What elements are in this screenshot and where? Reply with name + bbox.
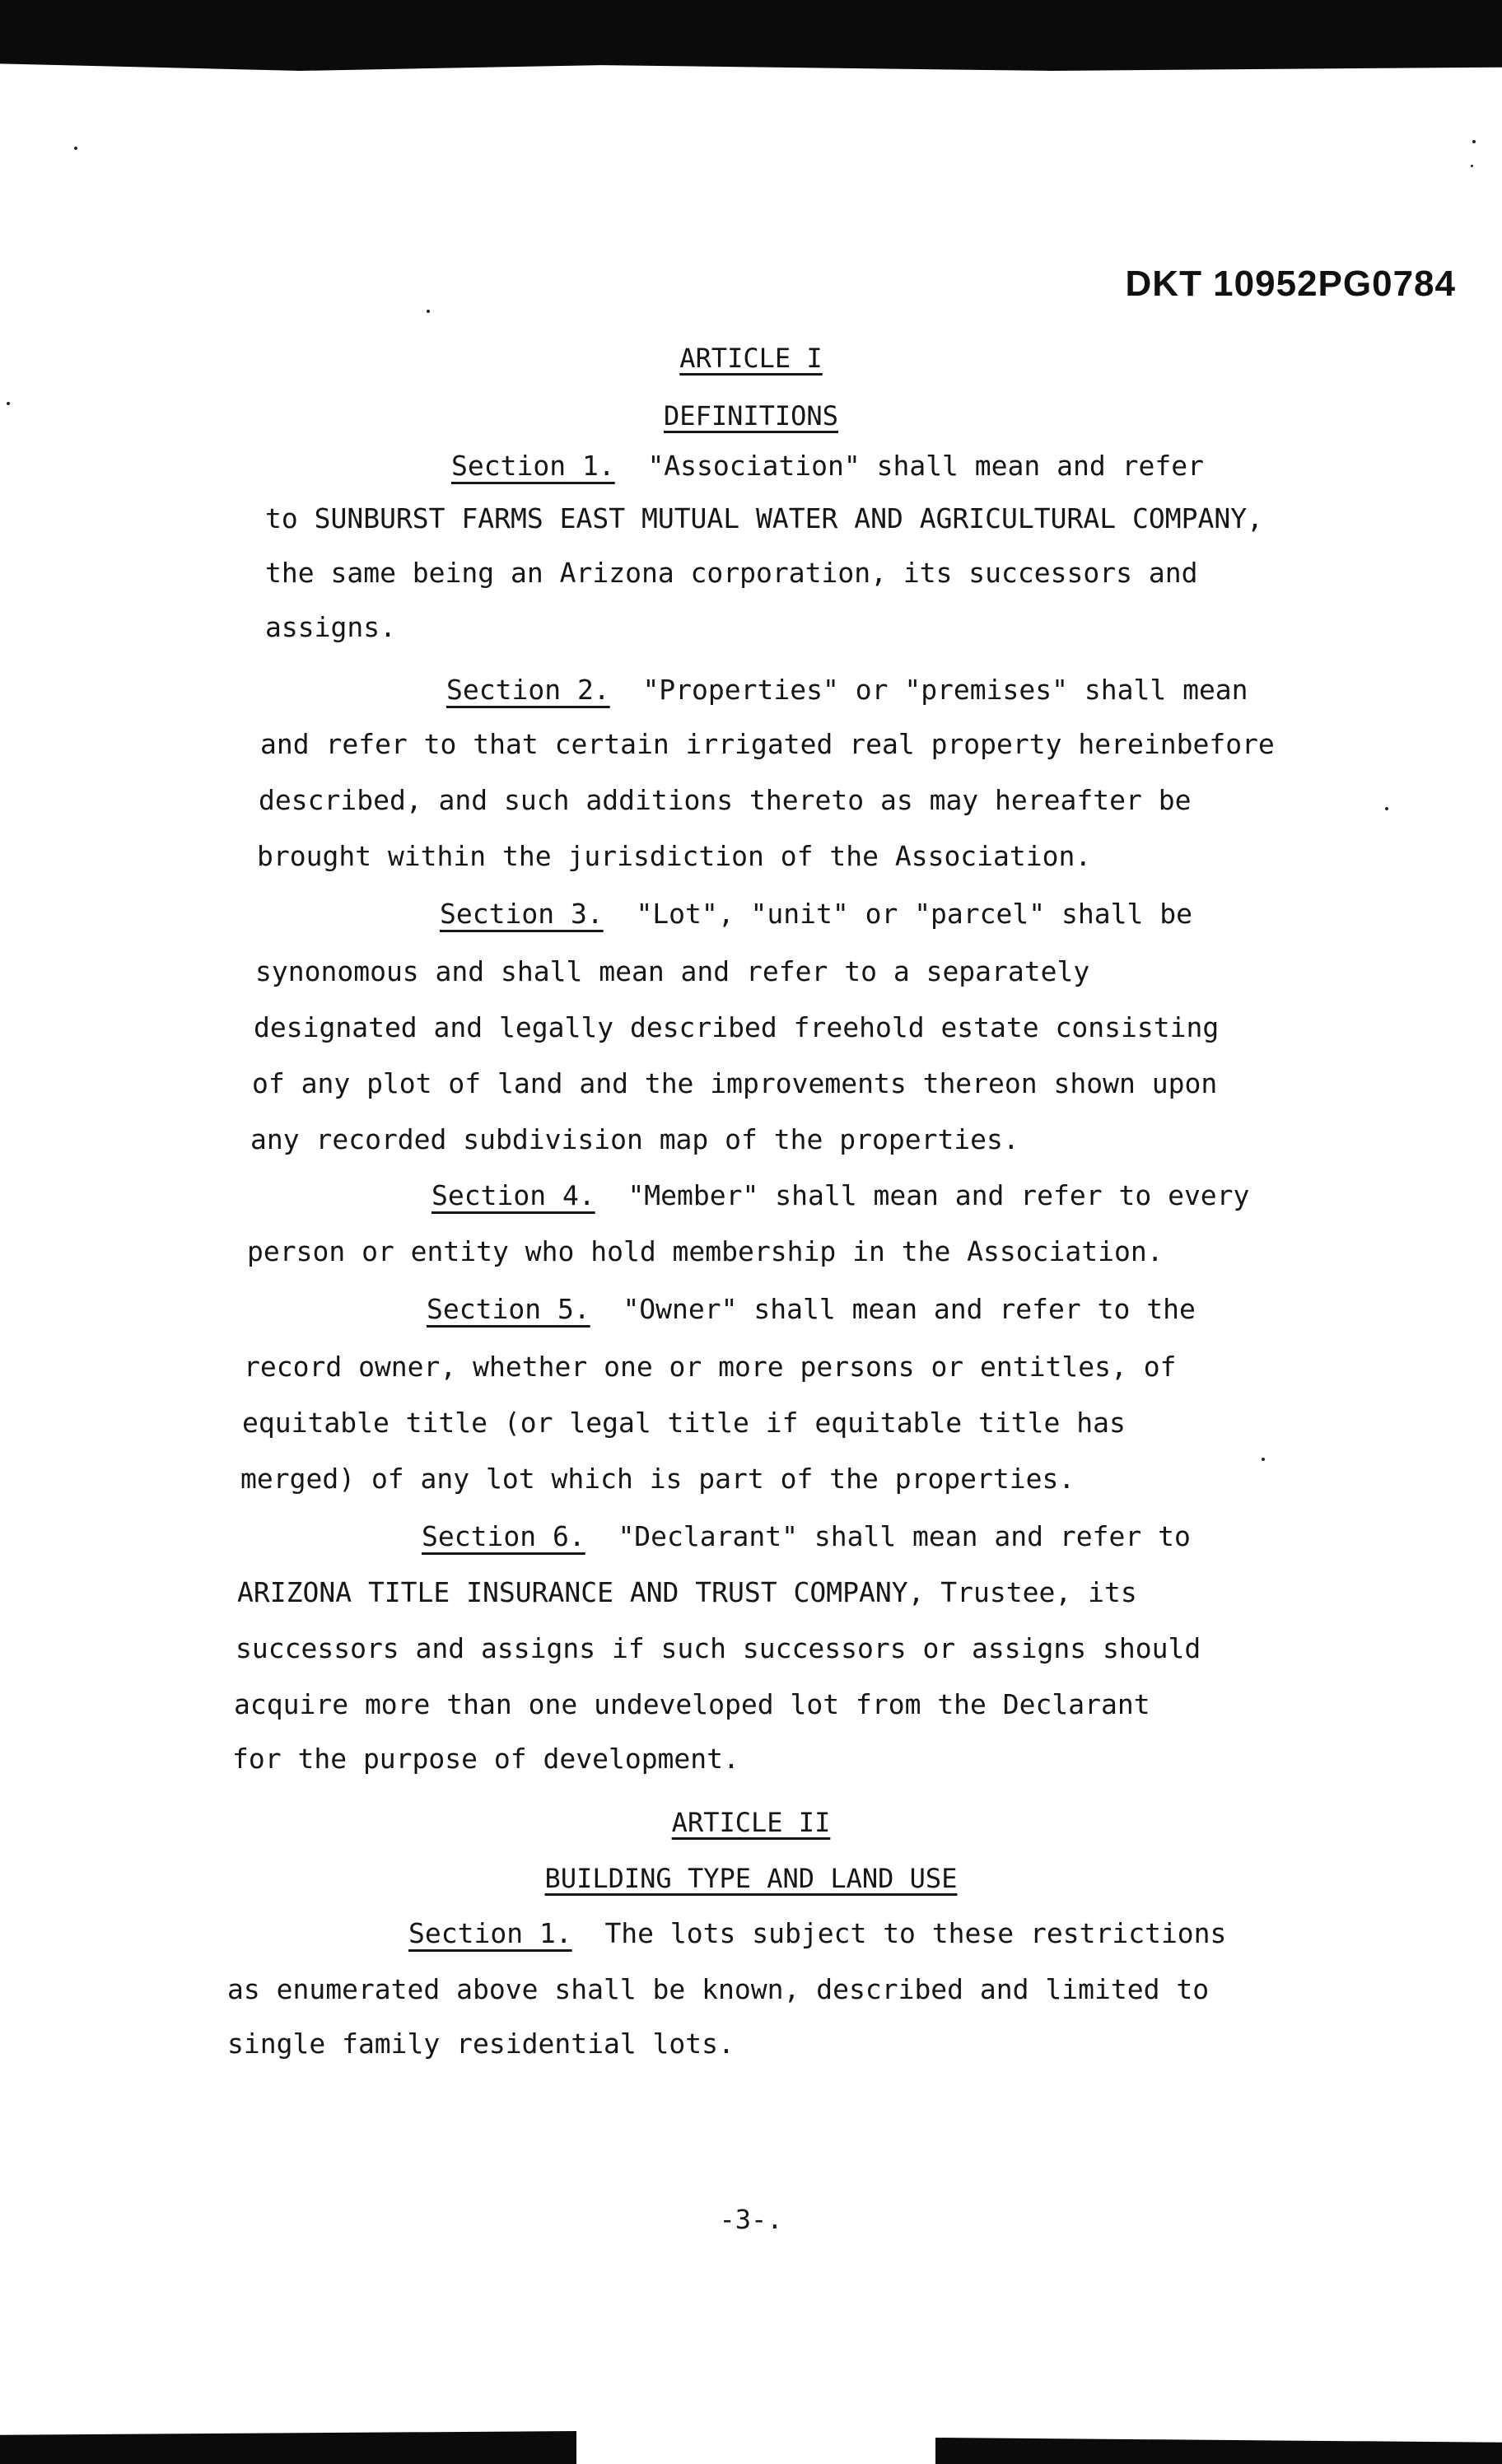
section-paragraph: Section 5. "Owner" shall mean and refer to the	[427, 1293, 1196, 1325]
section-label: Section 6.	[422, 1520, 585, 1552]
section-label: Section 1.	[451, 450, 615, 482]
section-paragraph: Section 6. "Declarant" shall mean and refer to	[422, 1520, 1191, 1552]
text-line: to SUNBURST FARMS EAST MUTUAL WATER AND AGRICULTURAL COMPANY,	[265, 502, 1263, 534]
scan-border-top	[0, 0, 1502, 71]
page-number: -3-.	[719, 2204, 783, 2235]
section-paragraph: Section 1. The lots subject to these restrictions	[408, 1917, 1227, 1949]
section-label: Section 4.	[431, 1179, 595, 1211]
text-line: described, and such additions thereto as may hereafter be	[259, 784, 1192, 816]
section-paragraph: Section 2. "Properties" or "premises" shall mean	[446, 674, 1248, 706]
section-paragraph: Section 3. "Lot", "unit" or "parcel" shall be	[440, 898, 1192, 930]
text-line: designated and legally described freehold estate consisting	[254, 1011, 1220, 1043]
scan-speck	[74, 147, 77, 150]
text-line: the same being an Arizona corporation, its successors and	[265, 557, 1198, 589]
scan-border-bottom-left	[0, 2431, 576, 2464]
scan-speck	[1262, 1458, 1265, 1461]
text-line: single family residential lots.	[227, 2028, 735, 2060]
scan-speck	[427, 310, 430, 313]
section-label: Section 3.	[440, 898, 604, 930]
article-2-subtitle: BUILDING TYPE AND LAND USE	[544, 1863, 958, 1894]
text-line: for the purpose of development.	[232, 1743, 739, 1775]
text-line: as enumerated above shall be known, described and limited to	[227, 1973, 1210, 2005]
text-line: and refer to that certain irrigated real property hereinbefore	[260, 728, 1275, 760]
text-line: brought within the jurisdiction of the Association.	[257, 840, 1092, 872]
section-label: Section 1.	[408, 1917, 572, 1949]
text-line: assigns.	[265, 611, 396, 643]
text-line: synonomous and shall mean and refer to a separately	[255, 955, 1090, 987]
scan-border-bottom-right	[935, 2438, 1502, 2464]
text-line: equitable title (or legal title if equitable title has	[242, 1407, 1126, 1439]
section-label: Section 2.	[446, 674, 610, 706]
article-2-title: ARTICLE II	[671, 1807, 831, 1838]
text-line: successors and assigns if such successors or assigns should	[236, 1632, 1201, 1664]
text-line: record owner, whether one or more persons or entitles, of	[244, 1351, 1177, 1383]
scan-speck	[1385, 807, 1388, 810]
text-line: ARIZONA TITLE INSURANCE AND TRUST COMPANY, Trustee, its	[237, 1576, 1137, 1608]
scan-speck	[1471, 165, 1473, 167]
section-paragraph: Section 4. "Member" shall mean and refer to every	[431, 1179, 1250, 1211]
text-line: acquire more than one undeveloped lot from the Declarant	[234, 1688, 1150, 1720]
section-paragraph: Section 1. "Association" shall mean and refer	[451, 450, 1204, 482]
text-line: person or entity who hold membership in the Association.	[247, 1235, 1164, 1267]
article-1-subtitle: DEFINITIONS	[664, 400, 838, 432]
docket-stamp: DKT 10952PG0784	[1125, 264, 1456, 304]
text-line: merged) of any lot which is part of the properties.	[240, 1463, 1075, 1495]
section-label: Section 5.	[427, 1293, 590, 1325]
text-line: of any plot of land and the improvements thereon shown upon	[252, 1067, 1218, 1099]
text-line: any recorded subdivision map of the properties.	[250, 1123, 1019, 1155]
scan-speck	[1472, 140, 1476, 143]
article-1-title: ARTICLE I	[679, 343, 823, 374]
